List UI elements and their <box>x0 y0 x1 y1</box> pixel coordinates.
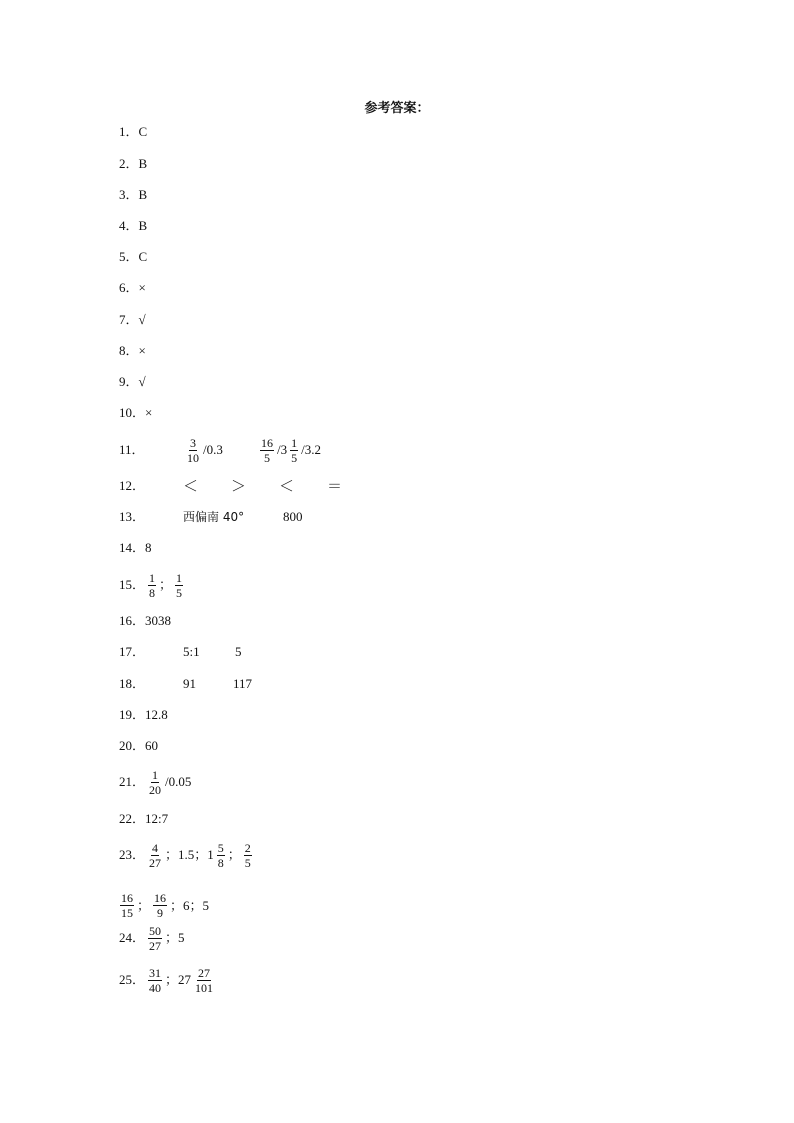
fraction: $\frac{1}{5}$ <box>291 435 298 465</box>
answer-row-17: 17． 5:1 5 <box>119 644 242 659</box>
answer-row-2: 2．B <box>119 156 148 171</box>
answer-row-13: 13． 西偏南 40° 800 <box>119 509 303 524</box>
answer-row-4: 4．B <box>119 218 148 233</box>
answer-row-19: 19．12.8 <box>119 707 168 722</box>
fraction: $\frac{1}{20}$ <box>149 767 162 797</box>
answer-row-24: 24． $\frac{50}{27}$ ；5 <box>119 923 185 953</box>
answer-row-11: 11． $\frac{3}{10}$ /0.3 $\frac{16}{5}$ /3 $\frac{1}{5}$ /3.2 <box>119 435 321 465</box>
answer-row-10: 10．× <box>119 405 153 420</box>
fraction: $\frac{4}{27}$ <box>149 840 162 870</box>
fraction: $\frac{31}{40}$ <box>149 965 162 995</box>
answer-row-25: 25． $\frac{31}{40}$ ；27 $\frac{27}{101}$ <box>119 965 214 995</box>
answer-row-18: 18． 91 117 <box>119 676 253 691</box>
answer-row-14: 14．8 <box>119 540 152 555</box>
fraction: $\frac{2}{5}$ <box>244 840 251 870</box>
fraction: $\frac{16}{5}$ <box>261 435 273 465</box>
answer-row-3: 3．B <box>119 187 148 202</box>
fraction: $\frac{5}{8}$ <box>217 840 224 870</box>
answer-row-8: 8．× <box>119 343 146 358</box>
answer-row-7: 7．√ <box>119 312 146 327</box>
answer-row-20: 20．60 <box>119 738 159 753</box>
answer-row-23: 23． $\frac{4}{27}$ ；1.5；1 $\frac{5}{8}$ ； $\frac{2}{5}$ <box>119 840 251 870</box>
answer-row-6: 6．× <box>119 280 146 295</box>
answer-row-1: 1．C <box>119 124 148 139</box>
fraction: $\frac{1}{5}$ <box>176 570 183 600</box>
fraction: $\frac{3}{10}$ <box>187 435 199 465</box>
fraction: $\frac{16}{15}$ <box>121 891 133 920</box>
fraction: $\frac{27}{101}$ <box>195 965 214 995</box>
answer-row-15: 15． $\frac{1}{8}$ ； $\frac{1}{5}$ <box>119 570 183 600</box>
fraction: $\frac{50}{27}$ <box>149 923 162 953</box>
answer-row-16: 16．3038 <box>119 613 172 628</box>
answer-row-22: 22．12:7 <box>119 811 169 826</box>
page-title: 参考答案： <box>364 101 430 116</box>
answer-row-21: 21． $\frac{1}{20}$ /0.05 <box>119 767 192 797</box>
answer-row-23-continued: $\frac{16}{15}$ ； $\frac{16}{9}$ ；6；5 <box>121 891 210 920</box>
answer-row-9: 9．√ <box>119 374 146 389</box>
answer-row-5: 5．C <box>119 249 148 264</box>
fraction: $\frac{16}{9}$ <box>154 891 167 920</box>
answer-row-12: 12． ＜ ＞ ＜ ＝ <box>119 477 343 495</box>
fraction: $\frac{1}{8}$ <box>149 570 156 600</box>
